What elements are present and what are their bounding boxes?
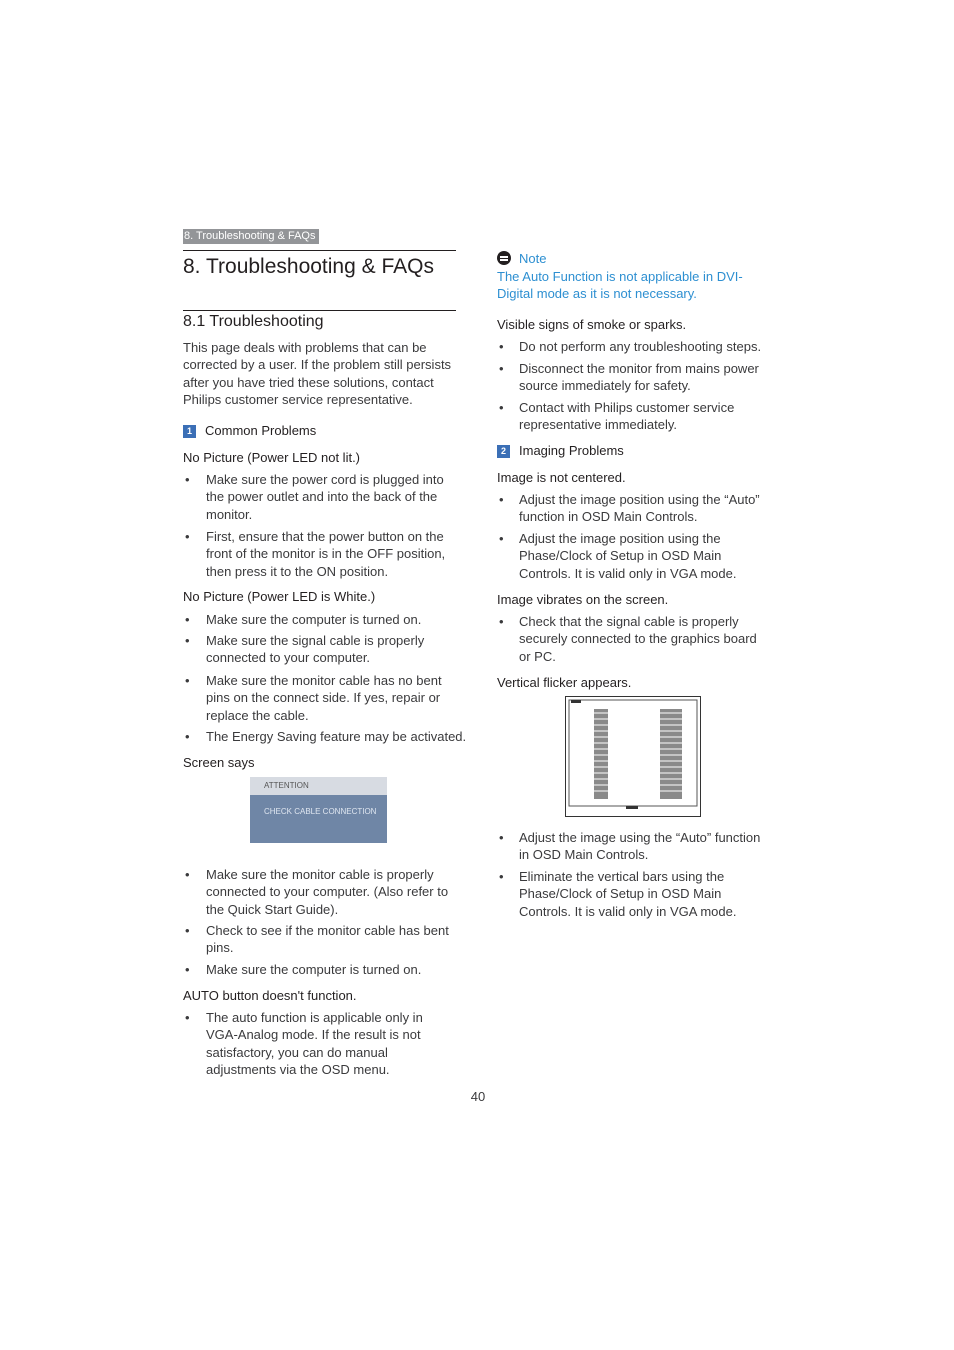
bullet: • — [185, 867, 190, 882]
subheading: AUTO button doesn't function. — [183, 988, 357, 1003]
subheading: Image is not centered. — [497, 470, 626, 485]
bullet: • — [499, 361, 504, 376]
list-item: Adjust the image position using the Phase/Clock of Setup in OSD Main Controls. It is valid only in VGA mode. — [519, 531, 737, 581]
bullet: • — [499, 869, 504, 884]
list-item: Check to see if the monitor cable has bent pins. — [206, 923, 449, 956]
list-item: Make sure the signal cable is properly connected to your computer. — [206, 633, 425, 666]
list-item: Check that the signal cable is properly securely connected to the graphics board or PC. — [519, 614, 757, 664]
bullet: • — [499, 531, 504, 546]
list-item: Adjust the image position using the “Auto” function in OSD Main Controls. — [519, 492, 760, 525]
note-text: The Auto Function is not applicable in DVI-Digital mode as it is not necessary. — [497, 269, 743, 302]
subheading: No Picture (Power LED is White.) — [183, 589, 376, 604]
list-item: Make sure the computer is turned on. — [206, 612, 422, 627]
attention-message: CHECK CABLE CONNECTION — [264, 807, 377, 816]
subheading: No Picture (Power LED not lit.) — [183, 450, 361, 465]
subheading: Visible signs of smoke or sparks. — [497, 317, 687, 332]
bullet: • — [185, 962, 190, 977]
attention-screen-illustration — [250, 777, 387, 843]
note-icon — [497, 251, 511, 265]
bullet: • — [185, 673, 190, 688]
section-tag: 8. Troubleshooting & FAQs — [183, 229, 319, 244]
bullet: • — [185, 633, 190, 648]
list-item: First, ensure that the power button on the front of the monitor is in the OFF position, then press it to the ON position. — [206, 529, 446, 579]
bullet: • — [499, 339, 504, 354]
common-problems-heading — [183, 422, 316, 439]
list-item: Make sure the monitor cable has no bent pins on the connect side. If yes, repair or replace the cable. — [206, 673, 442, 723]
list-item: Adjust the image using the “Auto” function in OSD Main Controls. — [519, 830, 761, 863]
list-item: Contact with Philips customer service representative immediately. — [519, 400, 735, 433]
bullet: • — [499, 492, 504, 507]
list-item: Make sure the monitor cable is properly connected to your computer. (Also refer to the Quick Start Guide). — [206, 867, 449, 917]
list-item: Make sure the computer is turned on. — [206, 962, 422, 977]
section-number-badge: 2 — [497, 445, 510, 458]
vertical-flicker-illustration — [565, 696, 701, 817]
bullet: • — [499, 830, 504, 845]
list-item: Make sure the power cord is plugged into the power outlet and into the back of the monitor. — [206, 472, 444, 522]
flicker-pattern-image — [566, 697, 700, 816]
list-item: The auto function is applicable only in VGA-Analog mode. If the result is not satisfactory, you can do manual adjustments via the OSD menu. — [206, 1010, 423, 1077]
chapter-title: 8. Troubleshooting & FAQs — [183, 255, 434, 278]
bullet: • — [185, 529, 190, 544]
list-item: The Energy Saving feature may be activated. — [206, 729, 467, 744]
divider — [183, 250, 456, 251]
page-number: 40 — [470, 1089, 486, 1104]
bullet: • — [185, 729, 190, 744]
list-item: Do not perform any troubleshooting steps. — [519, 339, 762, 354]
bullet: • — [185, 1010, 190, 1025]
subheading: Vertical flicker appears. — [497, 675, 632, 690]
bullet: • — [185, 472, 190, 487]
divider — [183, 310, 456, 311]
common-problems-label: Common Problems — [205, 423, 317, 438]
bullet: • — [185, 923, 190, 938]
bullet: • — [499, 400, 504, 415]
list-item: Eliminate the vertical bars using the Phase/Clock of Setup in OSD Main Controls. It is valid only in VGA mode. — [519, 869, 737, 919]
subheading: Image vibrates on the screen. — [497, 592, 669, 607]
note-heading — [497, 250, 546, 267]
section-number-badge: 1 — [183, 425, 196, 438]
bullet: • — [185, 612, 190, 627]
list-item: Disconnect the monitor from mains power source immediately for safety. — [519, 361, 759, 394]
bullet: • — [499, 614, 504, 629]
imaging-problems-label: Imaging Problems — [519, 443, 624, 458]
attention-title: ATTENTION — [250, 777, 387, 795]
section-title: 8.1 Troubleshooting — [183, 313, 324, 330]
intro-paragraph: This page deals with problems that can be corrected by a user. If the problem still persists after you have tried these solutions, contact Philips customer service representative. — [183, 340, 452, 407]
imaging-problems-heading — [497, 442, 624, 459]
note-label: Note — [519, 251, 547, 266]
subheading: Screen says — [183, 755, 255, 770]
